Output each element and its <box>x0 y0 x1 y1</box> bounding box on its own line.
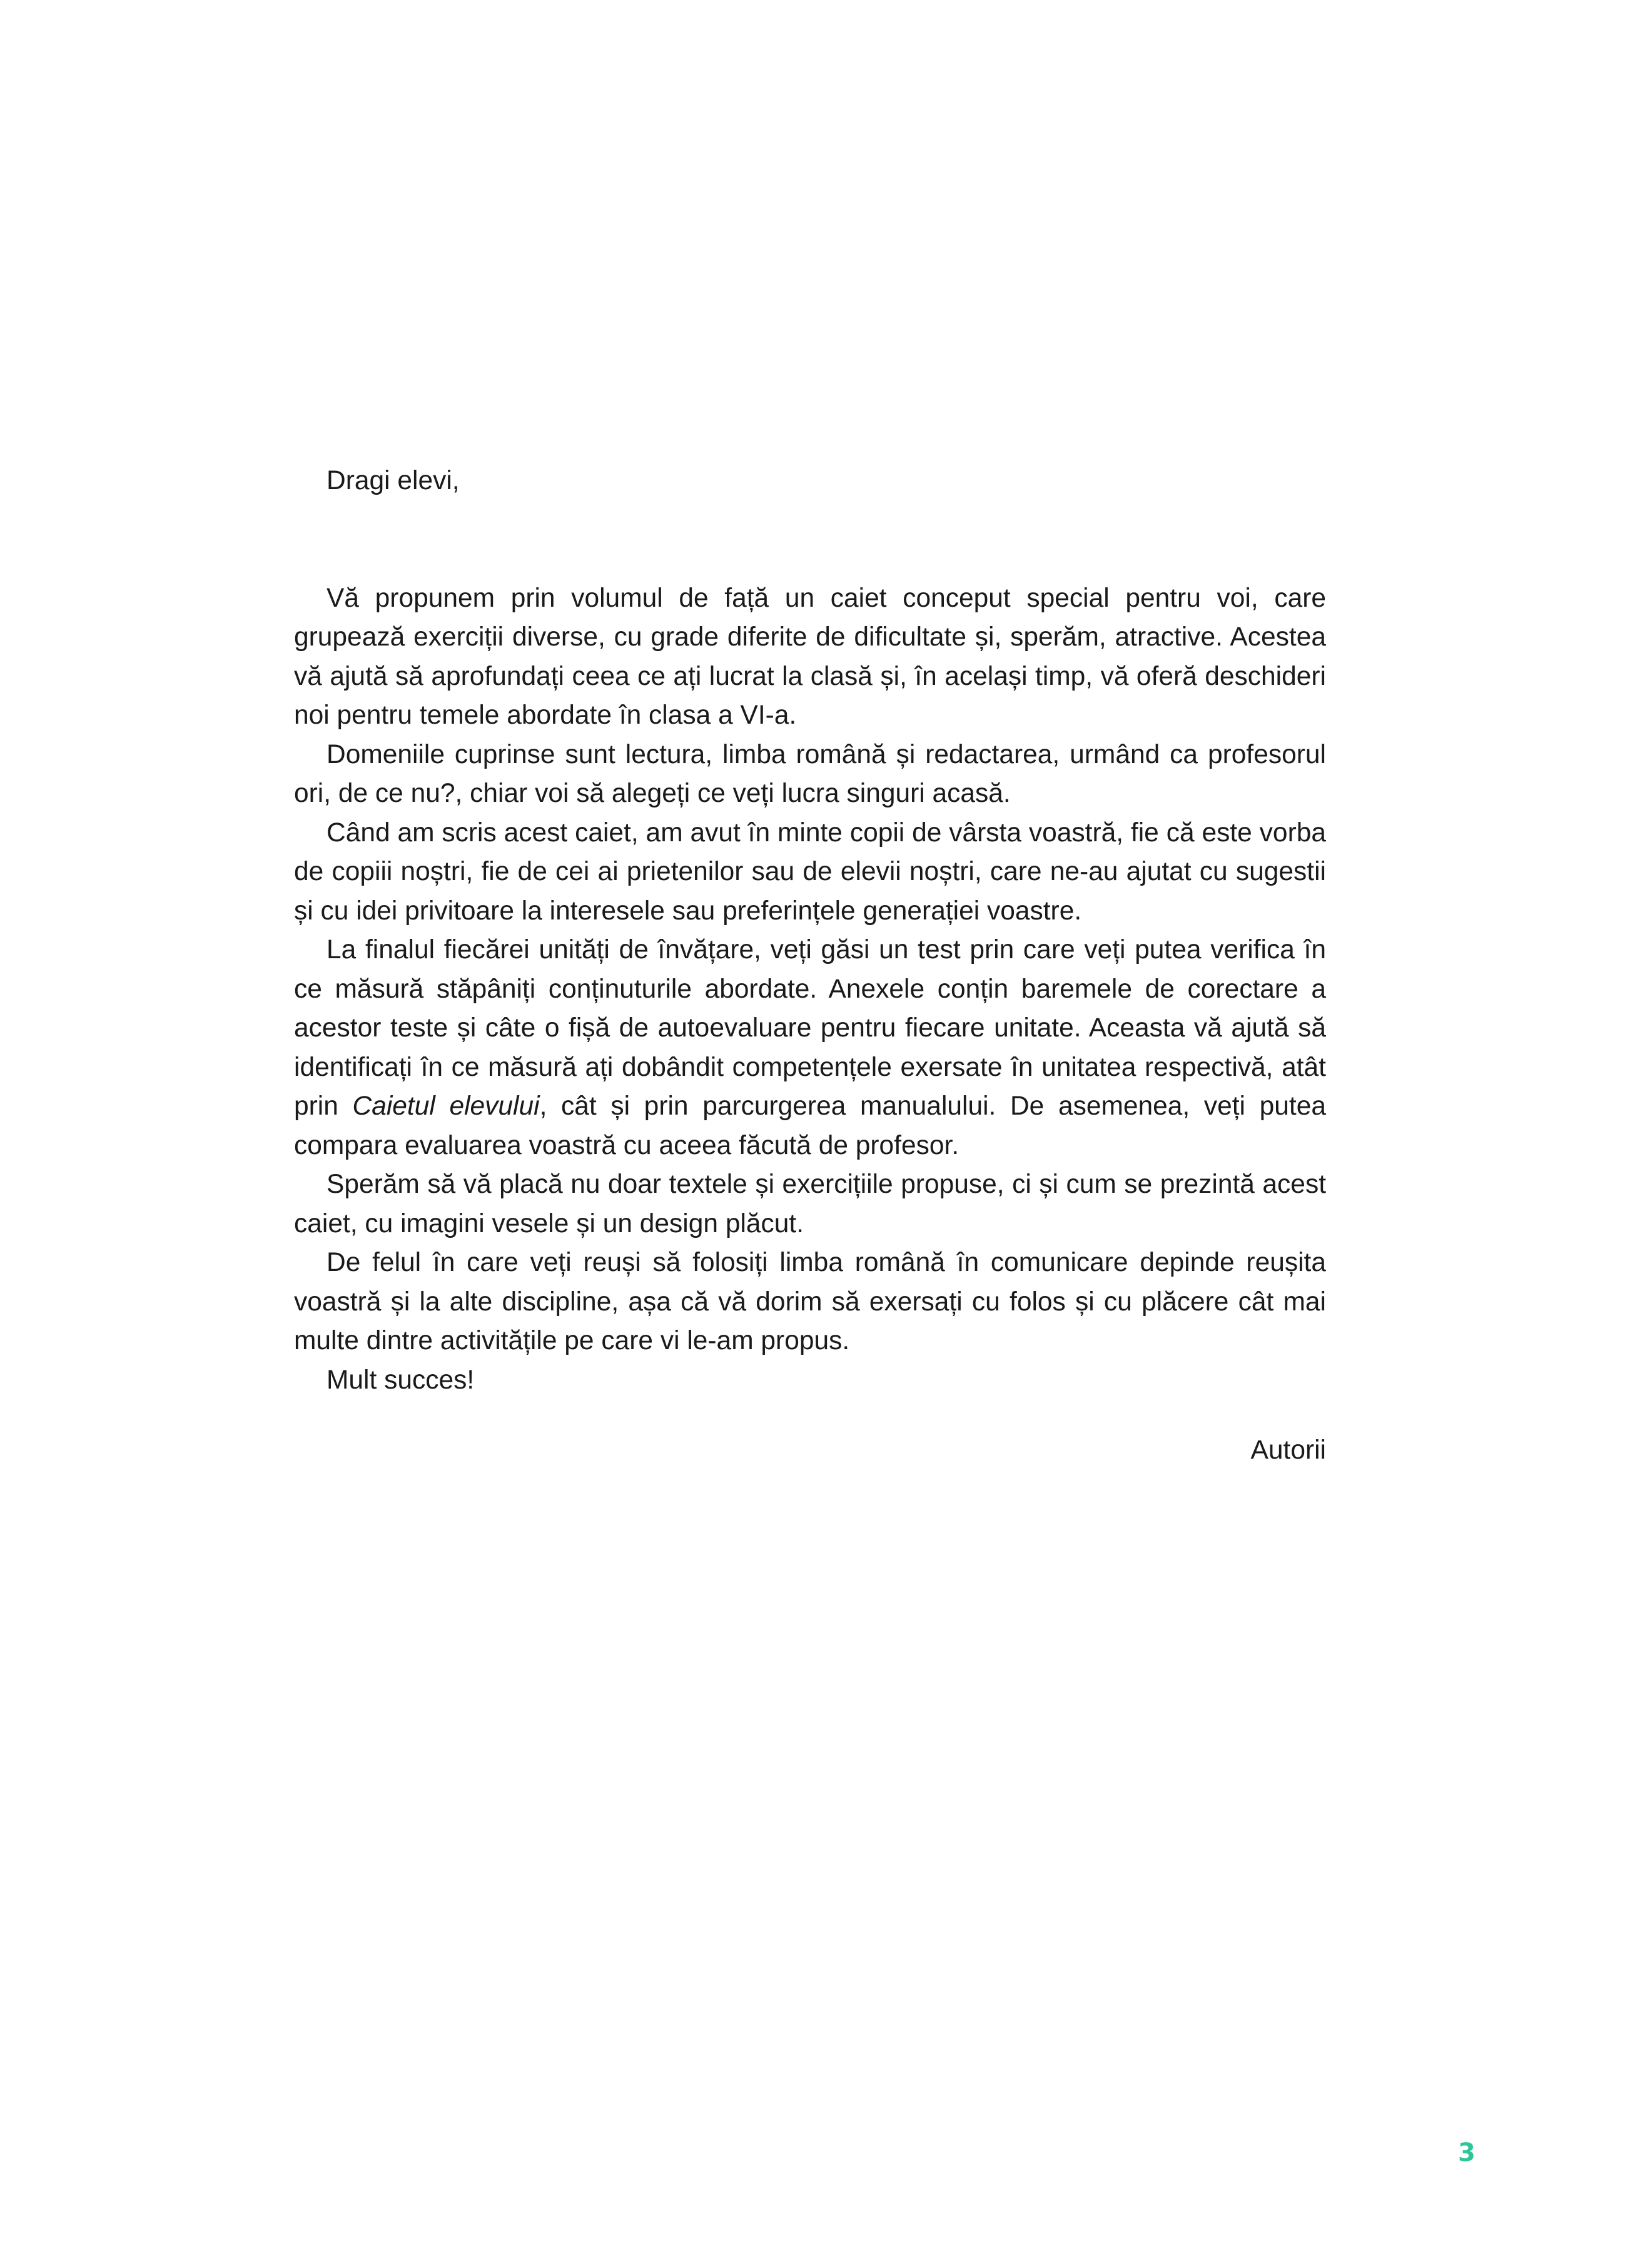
paragraph-design: Sperăm să vă placă nu doar textele și exercițiile propuse, ci și cum se prezintă acest caiet, cu imagini vesele și un design plăcut. <box>294 1170 1326 1238</box>
paragraph-domains: Domeniile cuprinse sunt lectura, limba română și redactarea, urmând ca profesorul ori, de ce nu?, chiar voi să alegeți ce veți lucra singuri acasă. <box>294 739 1326 808</box>
paragraph-evaluation-end: , cât și prin parcurgerea manualului. De asemenea, veți putea compara evaluarea voastră cu aceea făcută de profesor. <box>294 1091 1326 1160</box>
signature: Autorii <box>1250 1435 1326 1465</box>
salutation: Dragi elevi, <box>327 466 460 495</box>
closing: Mult succes! <box>327 1365 475 1395</box>
paragraph-wishes: De felul în care veți reuși să folosiți limba română în comunicare depinde reușita voastră și la alte discipline, așa că vă dorim să exersați cu folos și cu plăcere cât mai multe dintre activitățile pe care vi le-am propus. <box>294 1248 1326 1355</box>
paragraph-intro: Vă propunem prin volumul de față un caiet conceput special pentru voi, care grupează exerciții diverse, cu grade diferite de dificultate și, sperăm, atractive. Acestea vă ajută să aprofundați ceea ce ați lucrat la clasă și, în același timp, vă oferă deschideri noi pentru temele abordate în clasa a VI-a. <box>294 583 1326 730</box>
letter-body <box>294 579 1326 1400</box>
paragraph-evaluation <box>294 931 1326 1165</box>
workbook-title: Caietul elevului <box>352 1091 540 1121</box>
foreword-letter <box>294 462 1326 1471</box>
paragraph-evaluation-start: La finalul fiecărei unități de învățare, veți găsi un test prin care veți putea verifica în ce măsură stăpâniți conținuturile abordate. Anexele conțin baremele de corectare a acestor teste și câte o fișă de autoevaluare pentru fiecare unitate. Aceasta vă ajută să identificați în ce măsură ați dobândit competențele exersate în unitatea respectivă, atât prin <box>294 935 1326 1121</box>
page-number: 3 <box>1458 2139 1476 2167</box>
paragraph-audience: Când am scris acest caiet, am avut în minte copii de vârsta voastră, fie că este vorba de copiii noștri, fie de cei ai prietenilor sau de elevii noștri, care ne-au ajutat cu sugestii și cu idei privitoare la interesele sau preferințele generației voastre. <box>294 818 1326 926</box>
